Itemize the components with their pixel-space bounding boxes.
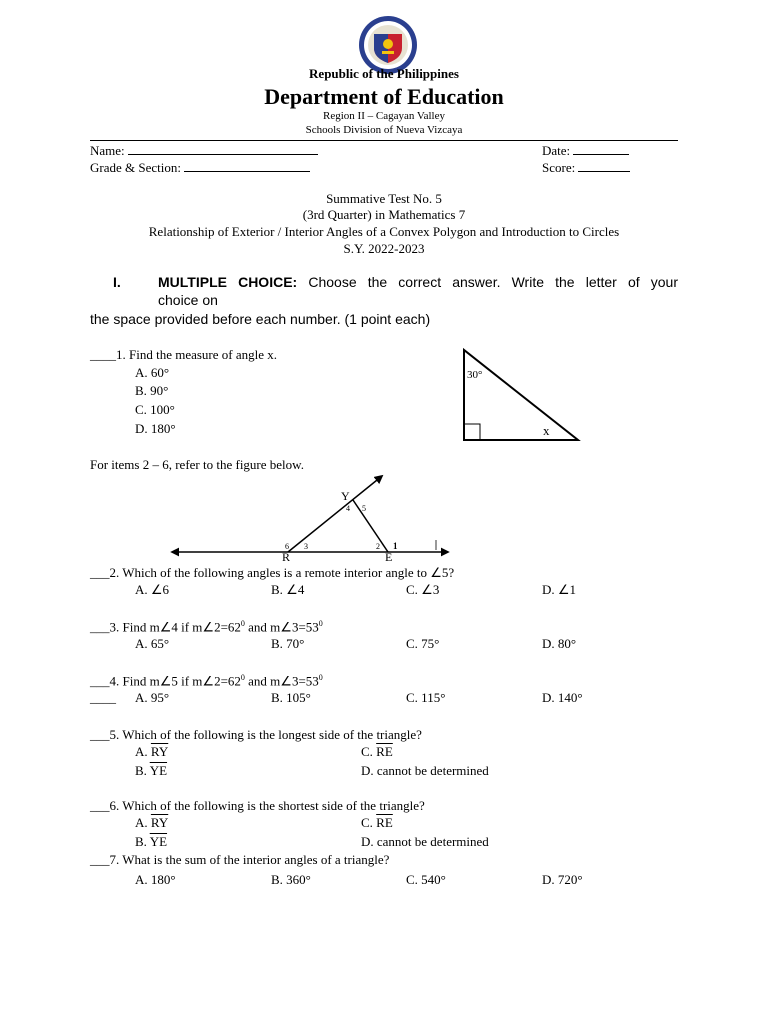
q1-choice-c[interactable]: C. 100° bbox=[135, 402, 175, 417]
section-instruction: MULTIPLE CHOICE: Choose the correct answer. Write the letter of your bbox=[158, 274, 679, 290]
q5-choice-b[interactable]: B. $\overline{YE}$ bbox=[135, 763, 168, 778]
q4-stem: ___4. Find m∠5 if $m\angle 2=62^0$ and $m\angle 3=53^0$ bbox=[90, 673, 323, 689]
q2-stem: ___2. Which of the following angles is a remote interior angle to ∠5? bbox=[90, 565, 455, 580]
q2-choice-c[interactable]: C. ∠3 bbox=[406, 582, 440, 597]
point-r-label: R bbox=[282, 550, 291, 564]
ray-ry bbox=[288, 476, 382, 552]
q4-choice-b[interactable]: B. 105° bbox=[271, 690, 311, 705]
q3-stem: ___3. Find m∠4 if $m\angle 2=62^0$ and $m\angle 3=53^0$ bbox=[90, 619, 323, 635]
q1-choice-b[interactable]: B. 90° bbox=[135, 383, 169, 398]
department-title: Department of Education bbox=[264, 84, 504, 109]
angle-3-label: 3 bbox=[304, 542, 308, 551]
q3-choice-c[interactable]: C. 75° bbox=[406, 636, 440, 651]
point-e-label: E bbox=[385, 550, 393, 564]
q6-choice-c[interactable]: C. $\overline{RE}$ bbox=[361, 815, 393, 830]
date-field: Date: bbox=[542, 142, 629, 159]
right-triangle-figure bbox=[455, 345, 585, 445]
republic-line: Republic of the Philippines bbox=[309, 66, 459, 81]
angle-5-label: 5 bbox=[362, 504, 366, 513]
school-year: S.Y. 2022-2023 bbox=[343, 241, 425, 256]
q6-choice-d[interactable]: D. cannot be determined bbox=[361, 834, 489, 849]
q4-extra-blank: ____ bbox=[90, 690, 116, 705]
q2-choice-a[interactable]: A. ∠6 bbox=[135, 582, 170, 597]
q5-choice-c[interactable]: C. $\overline{RE}$ bbox=[361, 744, 393, 759]
triangle-ray-figure bbox=[160, 470, 460, 565]
q5-stem: ___5. Which of the following is the longest side of the triangle? bbox=[90, 727, 422, 742]
q2-choice-d[interactable]: D. ∠1 bbox=[542, 582, 577, 597]
name-field: Name: bbox=[90, 142, 318, 159]
grade-section-blank[interactable] bbox=[184, 159, 310, 172]
q7-choice-d[interactable]: D. 720° bbox=[542, 872, 583, 887]
q4-choice-c[interactable]: C. 115° bbox=[406, 690, 446, 705]
q7-choice-a[interactable]: A. 180° bbox=[135, 872, 176, 887]
test-title: Summative Test No. 5 bbox=[326, 191, 442, 206]
angle-2-label: 2 bbox=[376, 542, 380, 551]
q2-choice-b[interactable]: B. ∠4 bbox=[271, 582, 305, 597]
angle-4-label: 4 bbox=[346, 504, 350, 513]
score-field: Score: bbox=[542, 159, 630, 176]
q6-choice-a[interactable]: A. $\overline{RY}$ bbox=[135, 815, 169, 830]
q6-stem: ___6. Which of the following is the shortest side of the triangle? bbox=[90, 798, 425, 813]
q4-choice-a[interactable]: A. 95° bbox=[135, 690, 170, 705]
section-number: I. bbox=[113, 274, 121, 290]
header-rule bbox=[90, 140, 678, 141]
q3-choice-a[interactable]: A. 65° bbox=[135, 636, 170, 651]
q7-stem: ___7. What is the sum of the interior angles of a triangle? bbox=[90, 852, 390, 867]
score-blank[interactable] bbox=[578, 159, 630, 172]
test-topic: Relationship of Exterior / Interior Angles of a Convex Polygon and Introduction to Circles bbox=[148, 224, 620, 239]
date-blank[interactable] bbox=[573, 142, 629, 155]
q6-choice-b[interactable]: B. $\overline{YE}$ bbox=[135, 834, 168, 849]
q1-stem: ____1. Find the measure of angle x. bbox=[90, 347, 278, 362]
q1-choice-d[interactable]: D. 180° bbox=[135, 421, 176, 436]
quarter-subject: (3rd Quarter) in Mathematics 7 bbox=[302, 207, 466, 222]
grade-section-field: Grade & Section: bbox=[90, 159, 310, 176]
q7-choice-b[interactable]: B. 360° bbox=[271, 872, 311, 887]
q7-choice-c[interactable]: C. 540° bbox=[406, 872, 446, 887]
angle-6-label: 6 bbox=[285, 542, 289, 551]
division-line: Schools Division of Nueva Vizcaya bbox=[305, 124, 463, 136]
refer-instruction: For items 2 – 6, refer to the figure below. bbox=[90, 457, 304, 472]
name-blank[interactable] bbox=[128, 142, 318, 155]
q3-choice-b[interactable]: B. 70° bbox=[271, 636, 305, 651]
section-instruction-line2: the space provided before each number. (1 point each) bbox=[90, 311, 431, 327]
triangle-shape bbox=[464, 350, 578, 440]
angle-30-label: 30° bbox=[467, 369, 483, 381]
q3-choice-d[interactable]: D. 80° bbox=[542, 636, 577, 651]
q5-choice-a[interactable]: A. $\overline{RY}$ bbox=[135, 744, 169, 759]
segment-ye bbox=[353, 500, 388, 552]
q4-choice-d[interactable]: D. 140° bbox=[542, 690, 583, 705]
q1-choice-a[interactable]: A. 60° bbox=[135, 365, 170, 380]
q5-choice-d[interactable]: D. cannot be determined bbox=[361, 763, 489, 778]
angle-x-label: x bbox=[543, 423, 550, 438]
angle-1-label: 1 bbox=[393, 541, 398, 551]
section-instruction-cont: choice on bbox=[158, 292, 218, 308]
right-angle-mark bbox=[464, 424, 480, 440]
point-y-label: Y bbox=[341, 489, 350, 503]
region-line: Region II – Cagayan Valley bbox=[323, 110, 445, 122]
